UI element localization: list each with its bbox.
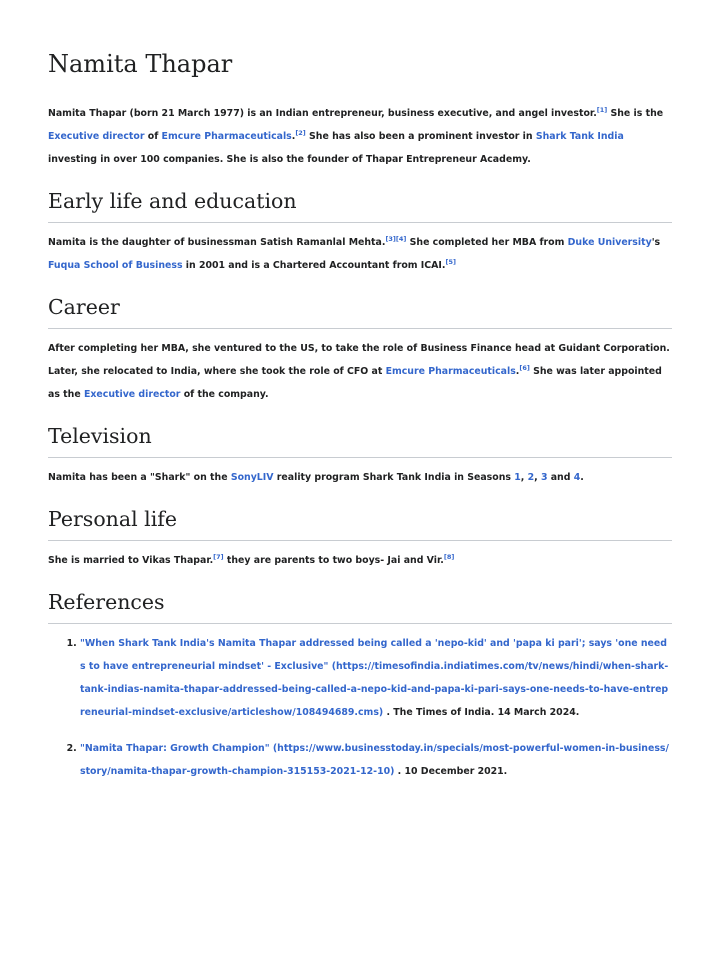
paragraph-text: After completing her MBA, she ventured to the US, to take the role of Business Finance head at Guidant Corporation. Later, she relocated to India, where she took the role of CFO at <box>48 343 670 377</box>
season-1-link[interactable]: 1 <box>514 472 521 483</box>
section-television <box>48 423 672 489</box>
reference-url[interactable]: (https://www.businesstoday.in/specials/most-powerful-women-in-business/story/namita-thapar-growth-champion-315153-2021-12-10) <box>80 743 669 777</box>
reference-title-link[interactable]: "Namita Thapar: Growth Champion" <box>80 743 270 754</box>
section-heading: Career <box>48 294 672 329</box>
intro-text: She has also been a prominent investor in <box>305 131 536 142</box>
intro-text: investing in over 100 companies. She is also the founder of Thapar Entrepreneur Academy. <box>48 154 531 165</box>
reference-title-link[interactable]: "When Shark Tank India's Namita Thapar addressed being called a 'nepo-kid' and 'papa ki pari'; says 'one needs to have entrepreneurial mindset' - Exclusive" <box>80 638 667 672</box>
shark-tank-india-link[interactable]: Shark Tank India <box>535 131 624 142</box>
section-paragraph <box>48 231 672 277</box>
section-paragraph <box>48 466 672 489</box>
paragraph-text: , <box>534 472 541 483</box>
paragraph-text: , <box>520 472 528 483</box>
season-4-link[interactable]: 4 <box>573 472 581 483</box>
citation-link[interactable]: [5] <box>445 257 456 266</box>
section-heading: References <box>48 589 672 624</box>
reference-url[interactable]: (https://timesofindia.indiatimes.com/tv/news/hindi/when-shark-tank-indias-namita-thapar-addressed-being-called-a-nepo-kid-and-papa-ki-pari-says-one-needs-to-have-entrepreneurial-mindset-exclusive/articleshow/108494689.cms) <box>80 661 669 718</box>
reference-item <box>80 737 672 783</box>
intro-text: of <box>144 131 162 142</box>
section-heading: Television <box>48 423 672 458</box>
citation-link[interactable]: [2] <box>295 128 306 137</box>
section-career <box>48 294 672 406</box>
citation-link[interactable]: [6] <box>519 363 530 372</box>
emcure-link[interactable]: Emcure Pharmaceuticals <box>385 366 516 377</box>
fuqua-link[interactable]: Fuqua School of Business <box>48 260 183 271</box>
section-heading: Personal life <box>48 506 672 541</box>
paragraph-text: 's <box>651 237 661 248</box>
section-paragraph <box>48 337 672 406</box>
paragraph-text: She was later appointed as the <box>48 366 662 400</box>
paragraph-text: . <box>580 472 584 483</box>
paragraph-text: Namita is the daughter of businessman Satish Ramanlal Mehta. <box>48 237 386 248</box>
reference-item <box>80 632 672 724</box>
paragraph-text: and <box>547 472 574 483</box>
sonyliv-link[interactable]: SonyLIV <box>230 472 274 483</box>
intro-text: Namita Thapar (born 21 March 1977) is an Indian entrepreneur, business executive, and angel investor. <box>48 108 597 119</box>
section-paragraph <box>48 549 672 572</box>
season-2-link[interactable]: 2 <box>527 472 535 483</box>
intro-text: She is the <box>607 108 664 119</box>
intro-text: . <box>291 131 296 142</box>
section-references <box>48 589 672 783</box>
paragraph-text: Namita has been a "Shark" on the <box>48 472 231 483</box>
reference-source: . The Times of India. 14 March 2024. <box>383 707 580 718</box>
executive-director-link[interactable]: Executive director <box>83 389 181 400</box>
citation-link[interactable]: [7] <box>213 552 224 561</box>
section-personal-life <box>48 506 672 572</box>
paragraph-text: they are parents to two boys- Jai and Vir. <box>223 555 444 566</box>
citation-link[interactable]: [8] <box>443 552 455 561</box>
intro-paragraph <box>48 102 672 171</box>
duke-university-link[interactable]: Duke University <box>567 237 652 248</box>
page-title: Namita Thapar <box>48 50 233 78</box>
season-3-link[interactable]: 3 <box>540 472 548 483</box>
citation-link[interactable]: [1] <box>596 105 608 114</box>
paragraph-text: reality program Shark Tank India in Seasons <box>273 472 515 483</box>
paragraph-text: in 2001 and is a Chartered Accountant from ICAI. <box>182 260 446 271</box>
section-early-life <box>48 188 672 277</box>
reference-source: . 10 December 2021. <box>394 766 508 777</box>
paragraph-text: . <box>515 366 520 377</box>
section-heading: Early life and education <box>48 188 672 223</box>
citation-link[interactable]: [3][4] <box>385 234 407 243</box>
reference-list <box>48 632 672 783</box>
paragraph-text: of the company. <box>180 389 269 400</box>
paragraph-text: She completed her MBA from <box>406 237 568 248</box>
executive-director-link[interactable]: Executive director <box>48 131 145 142</box>
emcure-link[interactable]: Emcure Pharmaceuticals <box>161 131 292 142</box>
paragraph-text: She is married to Vikas Thapar. <box>48 555 214 566</box>
